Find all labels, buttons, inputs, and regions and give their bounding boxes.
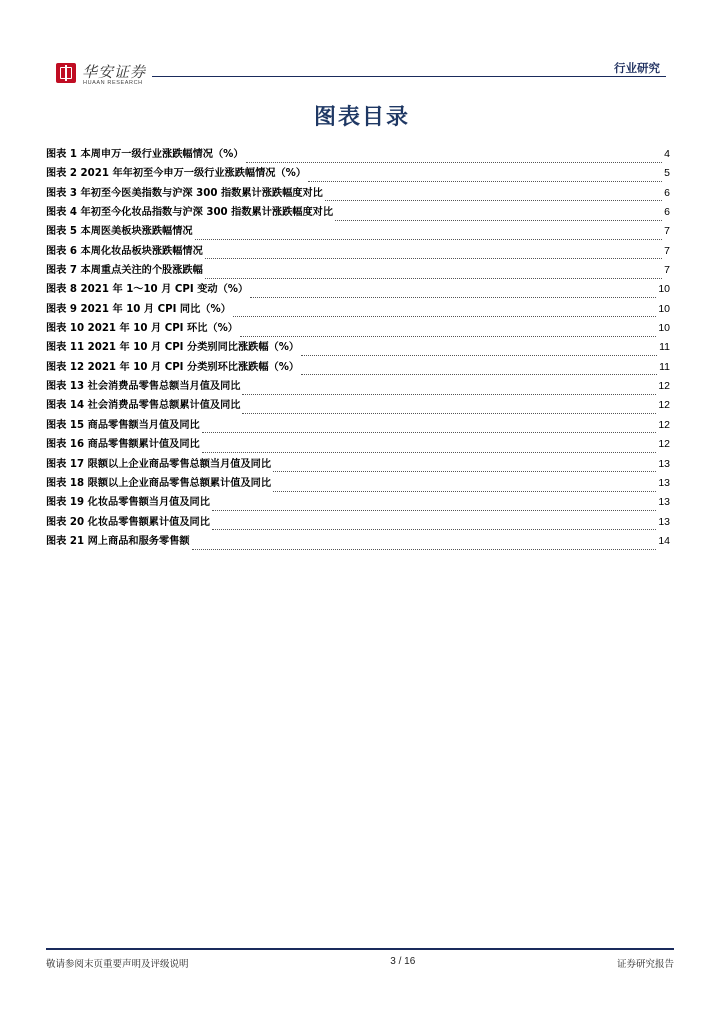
toc-entry-label: 图表 1 本周申万一级行业涨跌幅情况（%） [46,149,244,160]
logo-mark-icon [56,63,76,83]
footer-disclaimer: 敬请参阅末页重要声明及评级说明 [46,959,189,970]
logo-cn-text: 华安证券 [82,63,147,81]
toc-dot-leader [212,499,656,511]
toc-dot-leader [335,209,662,221]
toc-entry[interactable] [46,396,670,415]
toc-dot-leader [242,383,656,395]
toc-entry-page: 13 [658,496,670,509]
toc-entry[interactable] [46,532,670,551]
toc-entry-page: 10 [658,322,670,335]
toc-entry-label: 图表 18 限额以上企业商品零售总额累计值及同比 [46,477,272,489]
toc-dot-leader [301,344,657,356]
toc-dot-leader [273,460,656,472]
toc-entry-label: 图表 8 2021 年 1～10 月 CPI 变动（%） [46,284,249,296]
table-of-figures [46,145,670,551]
toc-entry-page: 12 [658,418,670,431]
toc-entry[interactable] [46,184,670,203]
toc-entry-page: 11 [659,341,670,354]
toc-entry[interactable] [46,493,670,512]
page-number: 3 / 16 [390,956,416,967]
page-header [54,60,666,90]
toc-entry-label: 图表 3 年初至今医美指数与沪深 300 指数累计涨跌幅度对比 [46,187,323,199]
toc-entry[interactable] [46,203,670,222]
toc-dot-leader [192,538,657,550]
toc-entry[interactable] [46,280,670,299]
toc-dot-leader [240,325,656,337]
toc-dot-leader [246,151,663,163]
toc-entry-label: 图表 11 2021 年 10 月 CPI 分类别同比涨跌幅（%） [46,342,300,354]
toc-entry-label: 图表 16 商品零售额累计值及同比 [46,439,200,451]
toc-entry-label: 图表 9 2021 年 10 月 CPI 同比（%） [46,303,231,315]
toc-entry-page: 7 [664,264,670,277]
toc-dot-leader [273,480,656,492]
toc-entry-page: 6 [664,186,670,199]
toc-entry-label: 图表 4 年初至今化妆品指数与沪深 300 指数累计涨跌幅度对比 [46,207,334,219]
toc-dot-leader [212,518,656,530]
toc-dot-leader [325,189,662,201]
toc-entry-page: 14 [658,534,670,547]
toc-entry-page: 5 [664,167,670,180]
toc-entry-label: 图表 20 化妆品零售额累计值及同比 [46,516,210,528]
report-type: 证券研究报告 [616,959,674,970]
toc-dot-leader [205,267,662,279]
toc-entry[interactable] [46,416,670,435]
footer-divider [46,948,674,950]
toc-dot-leader [308,170,662,182]
page-title: 图表目录 [313,105,410,130]
toc-entry-page: 6 [664,206,670,219]
toc-dot-leader [202,441,657,453]
toc-entry-page: 11 [659,360,670,373]
toc-entry[interactable] [46,261,670,280]
toc-entry-label: 图表 15 商品零售额当月值及同比 [46,419,200,431]
toc-dot-leader [242,402,656,414]
toc-dot-leader [250,286,656,298]
toc-dot-leader [202,421,657,433]
toc-entry-label: 图表 21 网上商品和服务零售额 [46,535,190,547]
toc-dot-leader [195,228,663,240]
toc-entry[interactable] [46,242,670,261]
toc-entry-label: 图表 13 社会消费品零售总额当月值及同比 [46,381,241,393]
toc-entry-label: 图表 14 社会消费品零售总额累计值及同比 [46,400,241,412]
page-footer [46,948,674,970]
toc-entry-page: 13 [658,457,670,470]
toc-entry[interactable] [46,338,670,357]
toc-entry[interactable] [46,513,670,532]
toc-entry-label: 图表 19 化妆品零售额当月值及同比 [46,497,210,509]
toc-entry[interactable] [46,455,670,474]
toc-entry[interactable] [46,474,670,493]
toc-entry-page: 13 [658,476,670,489]
toc-entry[interactable] [46,319,670,338]
toc-entry-page: 7 [664,244,670,257]
toc-entry-page: 12 [658,380,670,393]
toc-entry-page: 4 [664,148,670,160]
toc-entry[interactable] [46,300,670,319]
company-logo [54,60,154,90]
toc-entry[interactable] [46,377,670,396]
toc-entry-page: 13 [658,515,670,528]
toc-entry[interactable] [46,358,670,377]
toc-dot-leader [233,305,656,317]
toc-entry-label: 图表 2 2021 年年初至今申万一级行业涨跌幅情况（%） [46,168,307,180]
toc-entry-label: 图表 7 本周重点关注的个股涨跌幅 [46,265,203,277]
toc-entry-label: 图表 17 限额以上企业商品零售总额当月值及同比 [46,458,272,470]
toc-dot-leader [205,247,662,259]
logo-en-text: HUAAN RESEARCH [83,80,143,86]
section-title: 行业研究 [614,61,660,75]
toc-entry-page: 7 [664,225,670,238]
toc-entry-page: 10 [658,283,670,296]
toc-entry[interactable] [46,222,670,241]
toc-entry[interactable] [46,164,670,183]
toc-entry-label: 图表 6 本周化妆品板块涨跌幅情况 [46,245,203,257]
toc-dot-leader [301,363,657,375]
header-divider [152,76,666,77]
toc-entry[interactable] [46,145,670,164]
toc-entry-page: 12 [658,399,670,412]
toc-entry-label: 图表 12 2021 年 10 月 CPI 分类别环比涨跌幅（%） [46,361,300,373]
toc-entry-label: 图表 5 本周医美板块涨跌幅情况 [46,226,193,238]
toc-entry[interactable] [46,435,670,454]
toc-entry-page: 12 [658,438,670,451]
toc-entry-page: 10 [658,302,670,315]
toc-entry-label: 图表 10 2021 年 10 月 CPI 环比（%） [46,323,238,335]
